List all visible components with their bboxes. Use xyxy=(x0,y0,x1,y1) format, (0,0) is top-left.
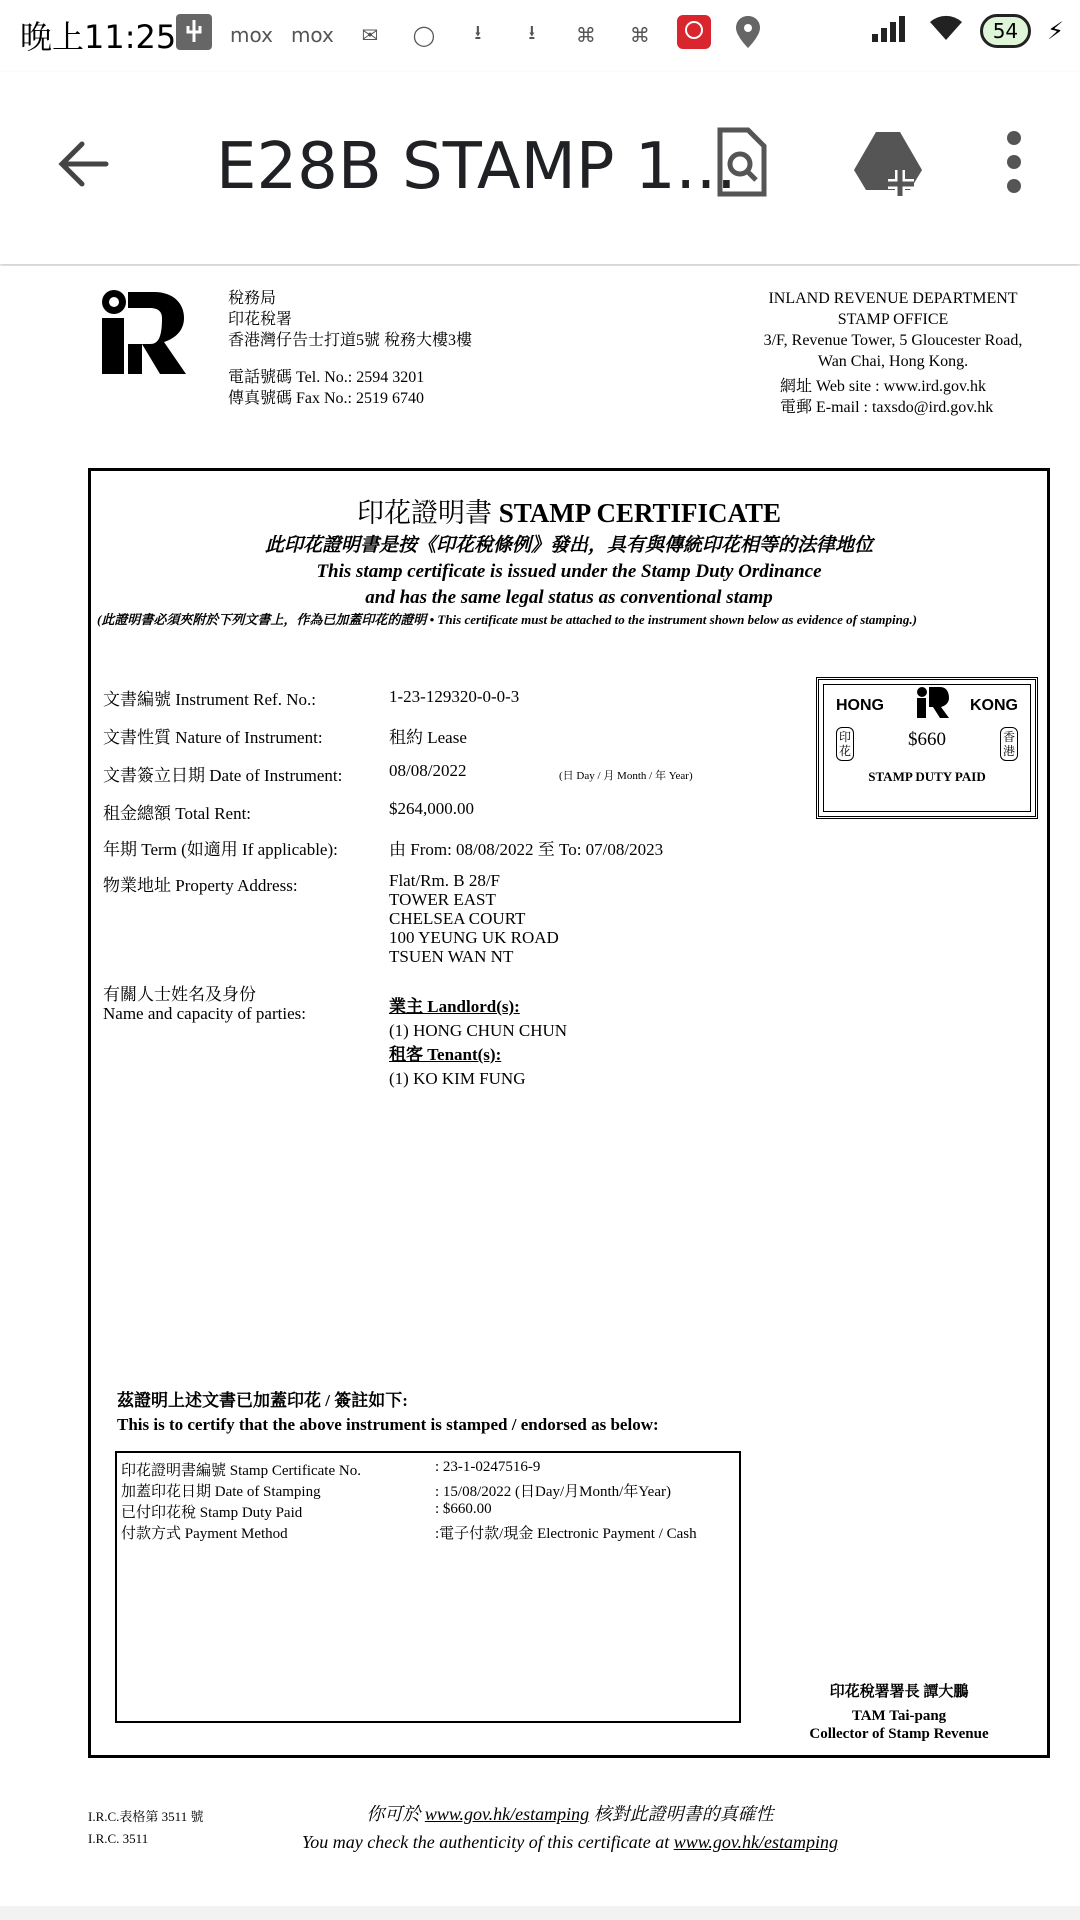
cert-no-value: : 23-1-0247516-9 xyxy=(435,1459,541,1475)
certificate-note: (此證明書必須夾附於下列文書上，作為已加蓋印花的證明 • This certificate must be attached to the instrument shown below as evidence of stamping.) xyxy=(97,612,917,627)
app-icon: ⌘ xyxy=(575,22,596,47)
landlord-name: (1) HONG CHUN CHUN xyxy=(389,1021,568,1040)
more-options-icon[interactable] xyxy=(990,124,1066,200)
website: 網址 Web site : www.ird.gov.hk xyxy=(780,378,986,395)
rent-label: 租金總額 Total Rent: xyxy=(103,804,252,823)
certify-statement: 茲證明上述文書已加蓋印花 / 簽註如下: This is to certify that the above instrument is stamped / endorsed as below: xyxy=(117,1391,659,1434)
nature-value: 租約 Lease xyxy=(389,728,467,747)
status-bar xyxy=(0,0,1080,72)
stamp-duty-paid-stamp: HONG KONG 印花 香港 $660 STAMP DUTY PAID xyxy=(816,677,1038,819)
stamp-side-left: 印花 xyxy=(836,727,854,761)
stamping-date-label: 加蓋印花日期 Date of Stamping xyxy=(121,1484,321,1500)
stamp-side-right: 香港 xyxy=(1000,727,1018,761)
pdf-page xyxy=(0,266,1080,1906)
mox-notification-label: mox xyxy=(290,22,334,47)
ird-logo-icon xyxy=(94,288,188,374)
authenticity-note: 你可於 www.gov.hk/estamping 核對此證明書的真確性 You may check the authenticity of this certificate at www.gov.hk/estamping xyxy=(301,1804,839,1852)
add-to-drive-icon[interactable] xyxy=(850,124,926,200)
tenant-name: (1) KO KIM FUNG xyxy=(389,1069,526,1088)
tel-number: 電話號碼 Tel. No.: 2594 3201 xyxy=(228,369,425,386)
system-indicators xyxy=(872,14,1064,48)
fax-number: 傳真號碼 Fax No.: 2519 6740 xyxy=(228,390,425,407)
payment-method-label: 付款方式 Payment Method xyxy=(121,1526,288,1542)
rent-value: $264,000.00 xyxy=(389,799,474,818)
battery-indicator: 54 xyxy=(980,14,1031,48)
signal-icon xyxy=(872,14,912,48)
address-value: Flat/Rm. B 28/F TOWER EAST CHELSEA COURT 100 YEUNG UK ROAD TSUEN WAN NT xyxy=(389,871,559,966)
stamp-logo-icon xyxy=(914,685,950,719)
usb-icon xyxy=(176,14,212,55)
header-chinese-address: 稅務局 印花稅署 香港灣仔告士打道5號 稅務大樓3樓 電話號碼 Tel. No.: 2594 3201 傳真號碼 Fax No.: 2519 6740 xyxy=(228,290,473,407)
date-format-hint: (日 Day / 月 Month / 年 Year) xyxy=(559,770,693,782)
date-label: 文書簽立日期 Date of Instrument: xyxy=(103,766,343,785)
estamping-link[interactable]: www.gov.hk/estamping xyxy=(673,1832,839,1852)
duty-paid-label: 已付印花稅 Stamp Duty Paid xyxy=(121,1505,303,1521)
stamping-date-value: : 15/08/2022 (日Day/月Month/年Year) xyxy=(435,1484,671,1500)
email: 電郵 E-mail : taxsdo@ird.gov.hk xyxy=(780,399,994,416)
status-time: 晚上11:25 xyxy=(20,18,177,56)
ref-value: 1-23-129320-0-0-3 xyxy=(389,687,520,706)
ref-label: 文書編號 Instrument Ref. No.: xyxy=(103,690,316,709)
address-label: 物業地址 Property Address: xyxy=(103,876,298,895)
certificate-title: 印花證明書 STAMP CERTIFICATE xyxy=(356,498,782,528)
app-toolbar xyxy=(0,72,1080,264)
parties-label: 有關人士姓名及身份 Name and capacity of parties: xyxy=(103,985,306,1023)
term-value: 由 From: 08/08/2022 至 To: 07/08/2023 xyxy=(389,840,664,859)
term-label: 年期 Term (如適用 If applicable): xyxy=(103,840,338,859)
estamping-link[interactable]: www.gov.hk/estamping xyxy=(424,1804,590,1824)
certificate-subtitle: 此印花證明書是按《印花稅條例》發出，具有與傳統印花相等的法律地位 This stamp certificate is issued under the Stamp Duty Ordinance and has the same legal status as conventional stamp xyxy=(264,535,873,608)
payment-method-value: :電子付款/現金 Electronic Payment / Cash xyxy=(435,1526,697,1542)
wifi-icon xyxy=(928,14,964,48)
cert-no-label: 印花證明書編號 Stamp Certificate No. xyxy=(121,1463,361,1479)
landlord-heading: 業主 Landlord(s): xyxy=(389,997,520,1016)
gmail-icon: ✉ xyxy=(361,22,379,47)
tenant-heading: 租客 Tenant(s): xyxy=(389,1045,502,1064)
document-title: E28B STAMP 1... xyxy=(216,130,737,204)
download-icon: ⭳ xyxy=(528,19,536,44)
notification-icons xyxy=(176,14,766,55)
whatsapp-icon: ◯ xyxy=(412,22,436,47)
stamp-paid-label: STAMP DUTY PAID xyxy=(868,769,986,784)
app-icon: ⌘ xyxy=(629,22,650,47)
charging-icon: ⚡ xyxy=(1047,17,1064,45)
duty-paid-value: : $660.00 xyxy=(435,1501,492,1517)
stamping-details-box xyxy=(115,1451,741,1723)
bank-app-icon xyxy=(676,15,712,54)
download-icon: ⭳ xyxy=(474,19,482,44)
parties-value xyxy=(389,995,567,1091)
date-value: 08/08/2022 xyxy=(389,761,467,780)
collector-signature: 印花稅署署長 譚大鵬 TAM Tai-pang Collector of Stamp Revenue xyxy=(809,1684,989,1742)
header-english-address: INLAND REVENUE DEPARTMENT STAMP OFFICE 3/F, Revenue Tower, 5 Gloucester Road, Wan Chai, Hong Kong. 網址 Web site : www.ird.gov.hk 電郵 E-mail : taxsdo@ird.gov.hk xyxy=(738,288,1048,418)
find-in-document-icon[interactable] xyxy=(704,124,780,200)
form-number: I.R.C.表格第 3511 號 I.R.C. 3511 xyxy=(88,1809,204,1846)
location-icon xyxy=(730,16,766,53)
back-arrow-icon[interactable] xyxy=(52,132,116,196)
nature-label: 文書性質 Nature of Instrument: xyxy=(103,728,323,747)
stamp-amount: $660 xyxy=(908,729,946,750)
mox-notification-label: mox xyxy=(230,22,273,47)
certificate-frame xyxy=(88,468,1050,1758)
